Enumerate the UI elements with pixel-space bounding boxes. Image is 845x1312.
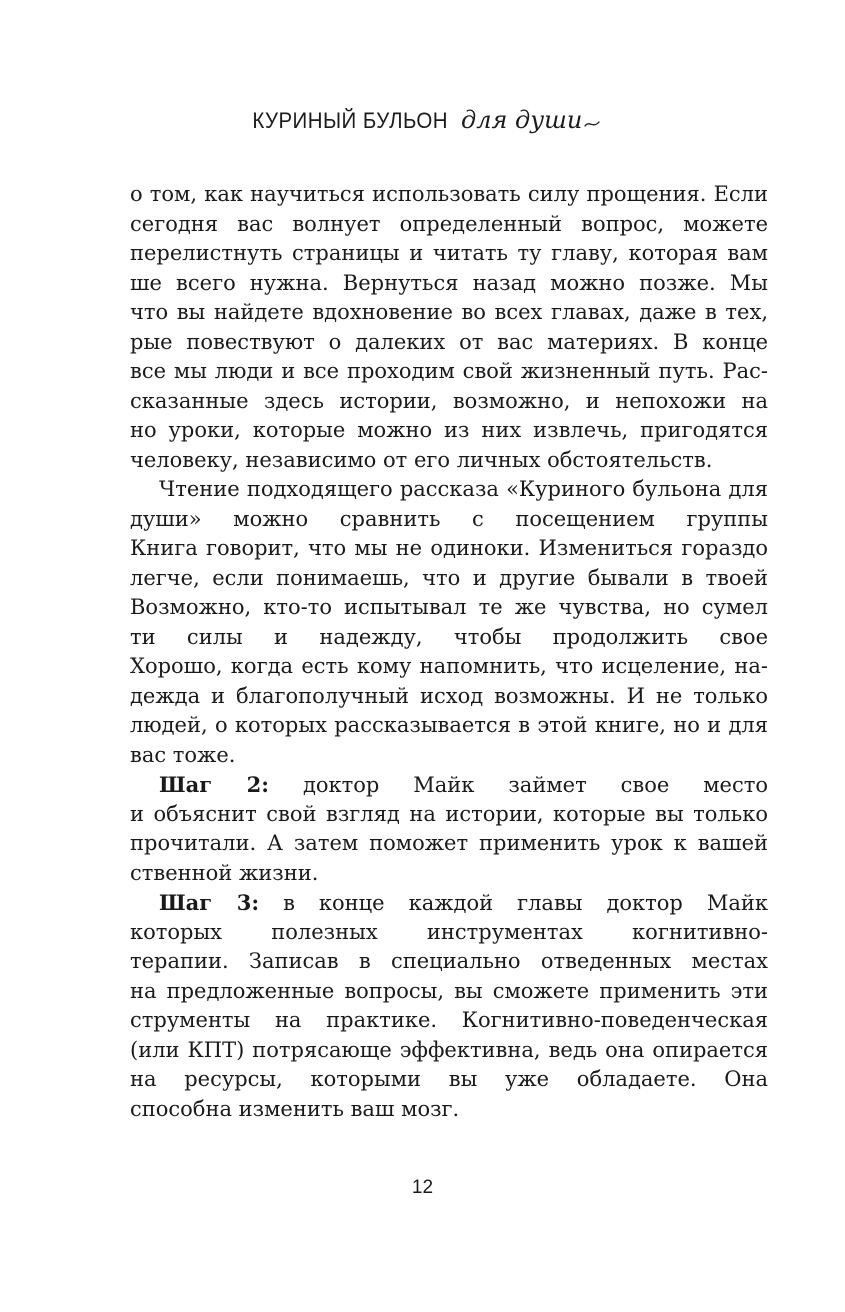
running-header xyxy=(0,106,845,134)
text-line: терапии. Записав в специально отведенных местах xyxy=(130,949,768,973)
text-line: Книга говорит, что мы не одиноки. Измениться гораздо xyxy=(130,536,768,560)
text-line: рые повествуют о далеких от вас материях. В конце xyxy=(130,329,768,354)
text-line: ственной жизни. xyxy=(130,860,319,885)
text-line: души» можно сравнить с посещением группы xyxy=(130,506,768,531)
text-line: легче, если понимаешь, что и другие бывали в твоей xyxy=(130,565,768,590)
text-line: но уроки, которые можно из них извлечь, пригодятся xyxy=(130,418,768,442)
swash-ornament-icon xyxy=(584,118,600,130)
step-3-label: Шаг 3: xyxy=(159,890,260,915)
text-line: сказанные здесь истории, возможно, и непохожи на xyxy=(130,388,768,413)
text-line: на ресурсы, которыми вы уже обладаете. Она xyxy=(130,1067,768,1091)
header-title-main: КУРИНЫЙ БУЛЬОН xyxy=(251,108,448,133)
text-line: прочитали. А затем поможет применить урок к вашей xyxy=(130,831,768,855)
text-line: людей, о которых рассказывается в этой книге, но и для xyxy=(130,713,768,737)
text-line: о том, как научиться использовать силу прощения. Если xyxy=(130,182,768,206)
text-line: дежда и благополучный исход возможны. И не только xyxy=(130,683,768,708)
text-line: ти силы и надежду, чтобы продолжить свое xyxy=(130,624,768,649)
text-line: на предложенные вопросы, вы сможете применить эти xyxy=(130,978,768,1003)
text-line: сегодня вас волнует определенный вопрос, можете xyxy=(130,211,768,236)
text-line: струменты на практике. Когнитивно-поведенческая xyxy=(130,1008,768,1032)
step-3-text: в конце каждой главы доктор Майк xyxy=(283,891,768,915)
text-line: человеку, независимо от его личных обстоятельств. xyxy=(130,447,713,472)
paragraph-step-2 xyxy=(130,770,768,888)
text-line: перелистнуть страницы и читать ту главу, которая вам xyxy=(130,241,768,265)
paragraph-step-3 xyxy=(130,888,768,1124)
step-2-label: Шаг 2: xyxy=(159,772,270,797)
text-line xyxy=(130,888,768,918)
text-line: что вы найдете вдохновение во всех главах, даже в тех, xyxy=(130,300,768,324)
paragraph-1 xyxy=(130,180,768,475)
text-line: вас тоже. xyxy=(130,742,236,767)
text-line: Возможно, кто-то испытывал те же чувства, но сумел xyxy=(130,595,768,619)
text-line: Чтение подходящего рассказа «Куриного бульона для xyxy=(159,477,768,501)
body-text xyxy=(130,180,768,1124)
text-line: ше всего нужна. Вернуться назад можно позже. Мы xyxy=(130,270,768,295)
text-line: и объяснит свой взгляд на истории, которые вы только xyxy=(130,801,768,826)
step-2-text: доктор Майк займет свое место xyxy=(302,773,768,797)
header-title-script: для души xyxy=(461,106,583,134)
text-line: Хорошо, когда есть кому напомнить, что исцеление, на- xyxy=(130,654,768,678)
text-line: способна изменить ваш мозг. xyxy=(130,1096,460,1121)
page-number: 12 xyxy=(411,1177,434,1198)
text-line: (или КПТ) потрясающе эффективна, ведь она опирается xyxy=(130,1037,768,1062)
text-line: все мы люди и все проходим свой жизненный путь. Рас- xyxy=(130,359,768,383)
text-line xyxy=(130,770,768,800)
paragraph-2 xyxy=(130,475,768,770)
text-line: которых полезных инструментах когнитивно- xyxy=(130,919,768,944)
